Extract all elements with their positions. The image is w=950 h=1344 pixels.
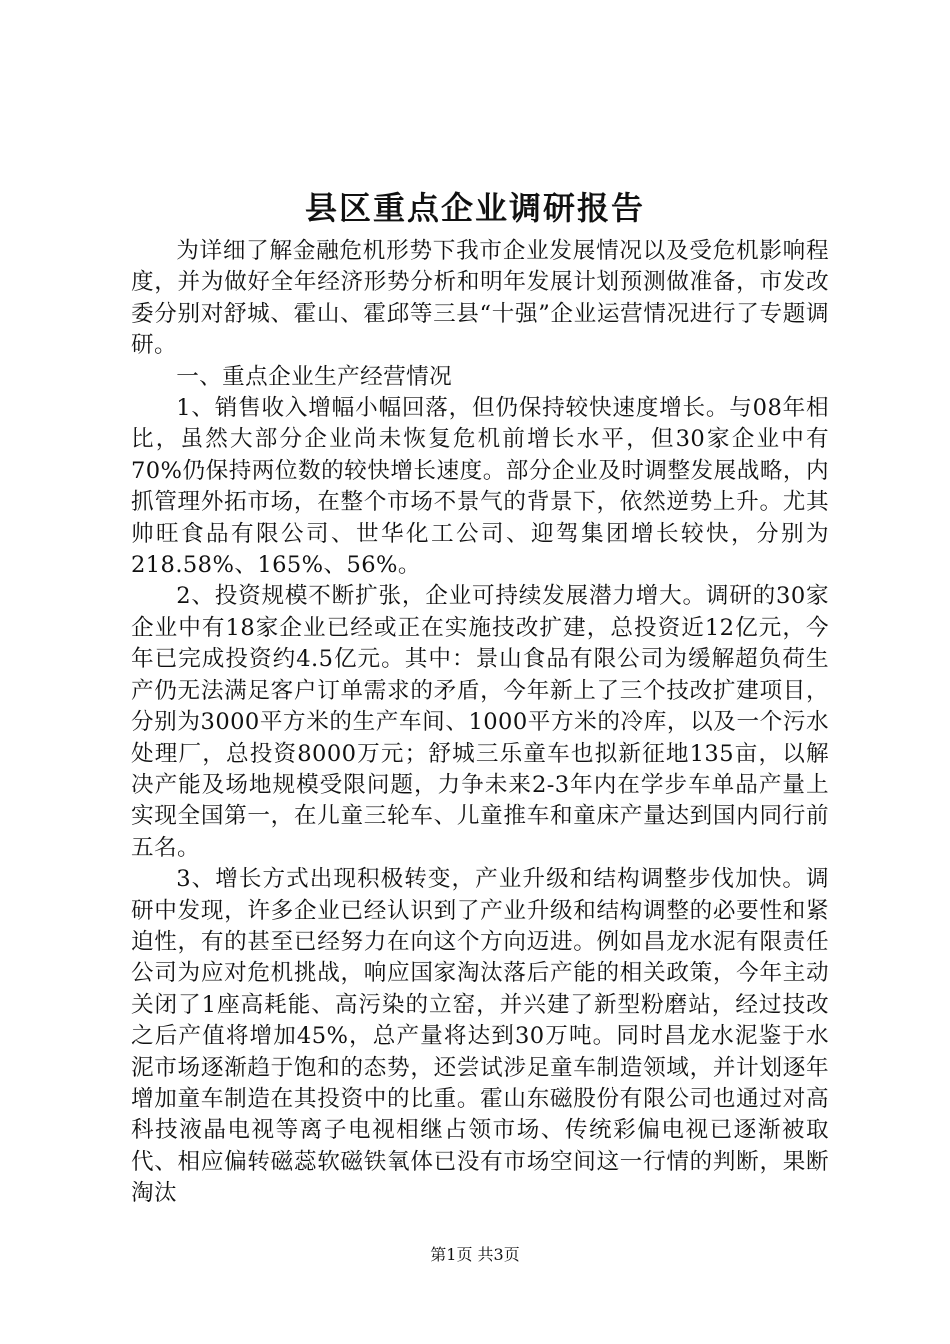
page-footer: 第1页 共3页 <box>430 1245 520 1264</box>
document-title: 县区重点企业调研报告 <box>304 189 645 227</box>
document-body <box>131 236 829 1210</box>
paragraph-item-3: 3、增长方式出现积极转变，产业升级和结构调整步伐加快。调研中发现，许多企业已经认识到了产业升级和结构调整的必要性和紧迫性，有的甚至已经努力在向这个方向迈进。例如昌龙水泥有限责任公司为应对危机挑战，响应国家淘汰落后产能的相关政策，今年主动关闭了1座高耗能、高污染的立窑，并兴建了新型粉磨站，经过技改之后产值将增加45%，总产量将达到30万吨。同时昌龙水泥鉴于水泥市场逐渐趋于饱和的态势，还尝试涉足童车制造领域，并计划逐年增加童车制造在其投资中的比重。霍山东磁股份有限公司也通过对高科技液晶电视等离子电视相继占领市场、传统彩偏电视已逐渐被取代、相应偏转磁蕊软磁铁氧体已没有市场空间这一行情的判断，果断淘汰 <box>131 866 829 1207</box>
paragraph-intro: 为详细了解金融危机形势下我市企业发展情况以及受危机影响程度，并为做好全年经济形势分析和明年发展计划预测做准备，市发改委分别对舒城、霍山、霍邱等三县“十强”企业运营情况进行了专题调研。 <box>131 238 829 359</box>
paragraph-item-1: 1、销售收入增幅小幅回落，但仍保持较快速度增长。与08年相比，虽然大部分企业尚未恢复危机前增长水平，但30家企业中有70%仍保持两位数的较快增长速度。部分企业及时调整发展战略，内抓管理外拓市场，在整个市场不景气的背景下，依然逆势上升。尤其帅旺食品有限公司、世华化工公司、迎驾集团增长较快，分别为218.58%、165%、56%。 <box>131 395 829 579</box>
paragraph-item-2: 2、投资规模不断扩张，企业可持续发展潜力增大。调研的30家企业中有18家企业已经或正在实施技改扩建，总投资近12亿元，今年已完成投资约4.5亿元。其中：景山食品有限公司为缓解超负荷生产仍无法满足客户订单需求的矛盾，今年新上了三个技改扩建项目，分别为3000平方米的生产车间、1000平方米的冷库，以及一个污水处理厂，总投资8000万元；舒城三乐童车也拟新征地135亩，以解决产能及场地规模受限问题，力争未来2-3年内在学步车单品产量上实现全国第一，在儿童三轮车、儿童推车和童床产量达到国内同行前五名。 <box>131 583 829 861</box>
section-heading-1: 一、重点企业生产经营情况 <box>176 363 453 390</box>
